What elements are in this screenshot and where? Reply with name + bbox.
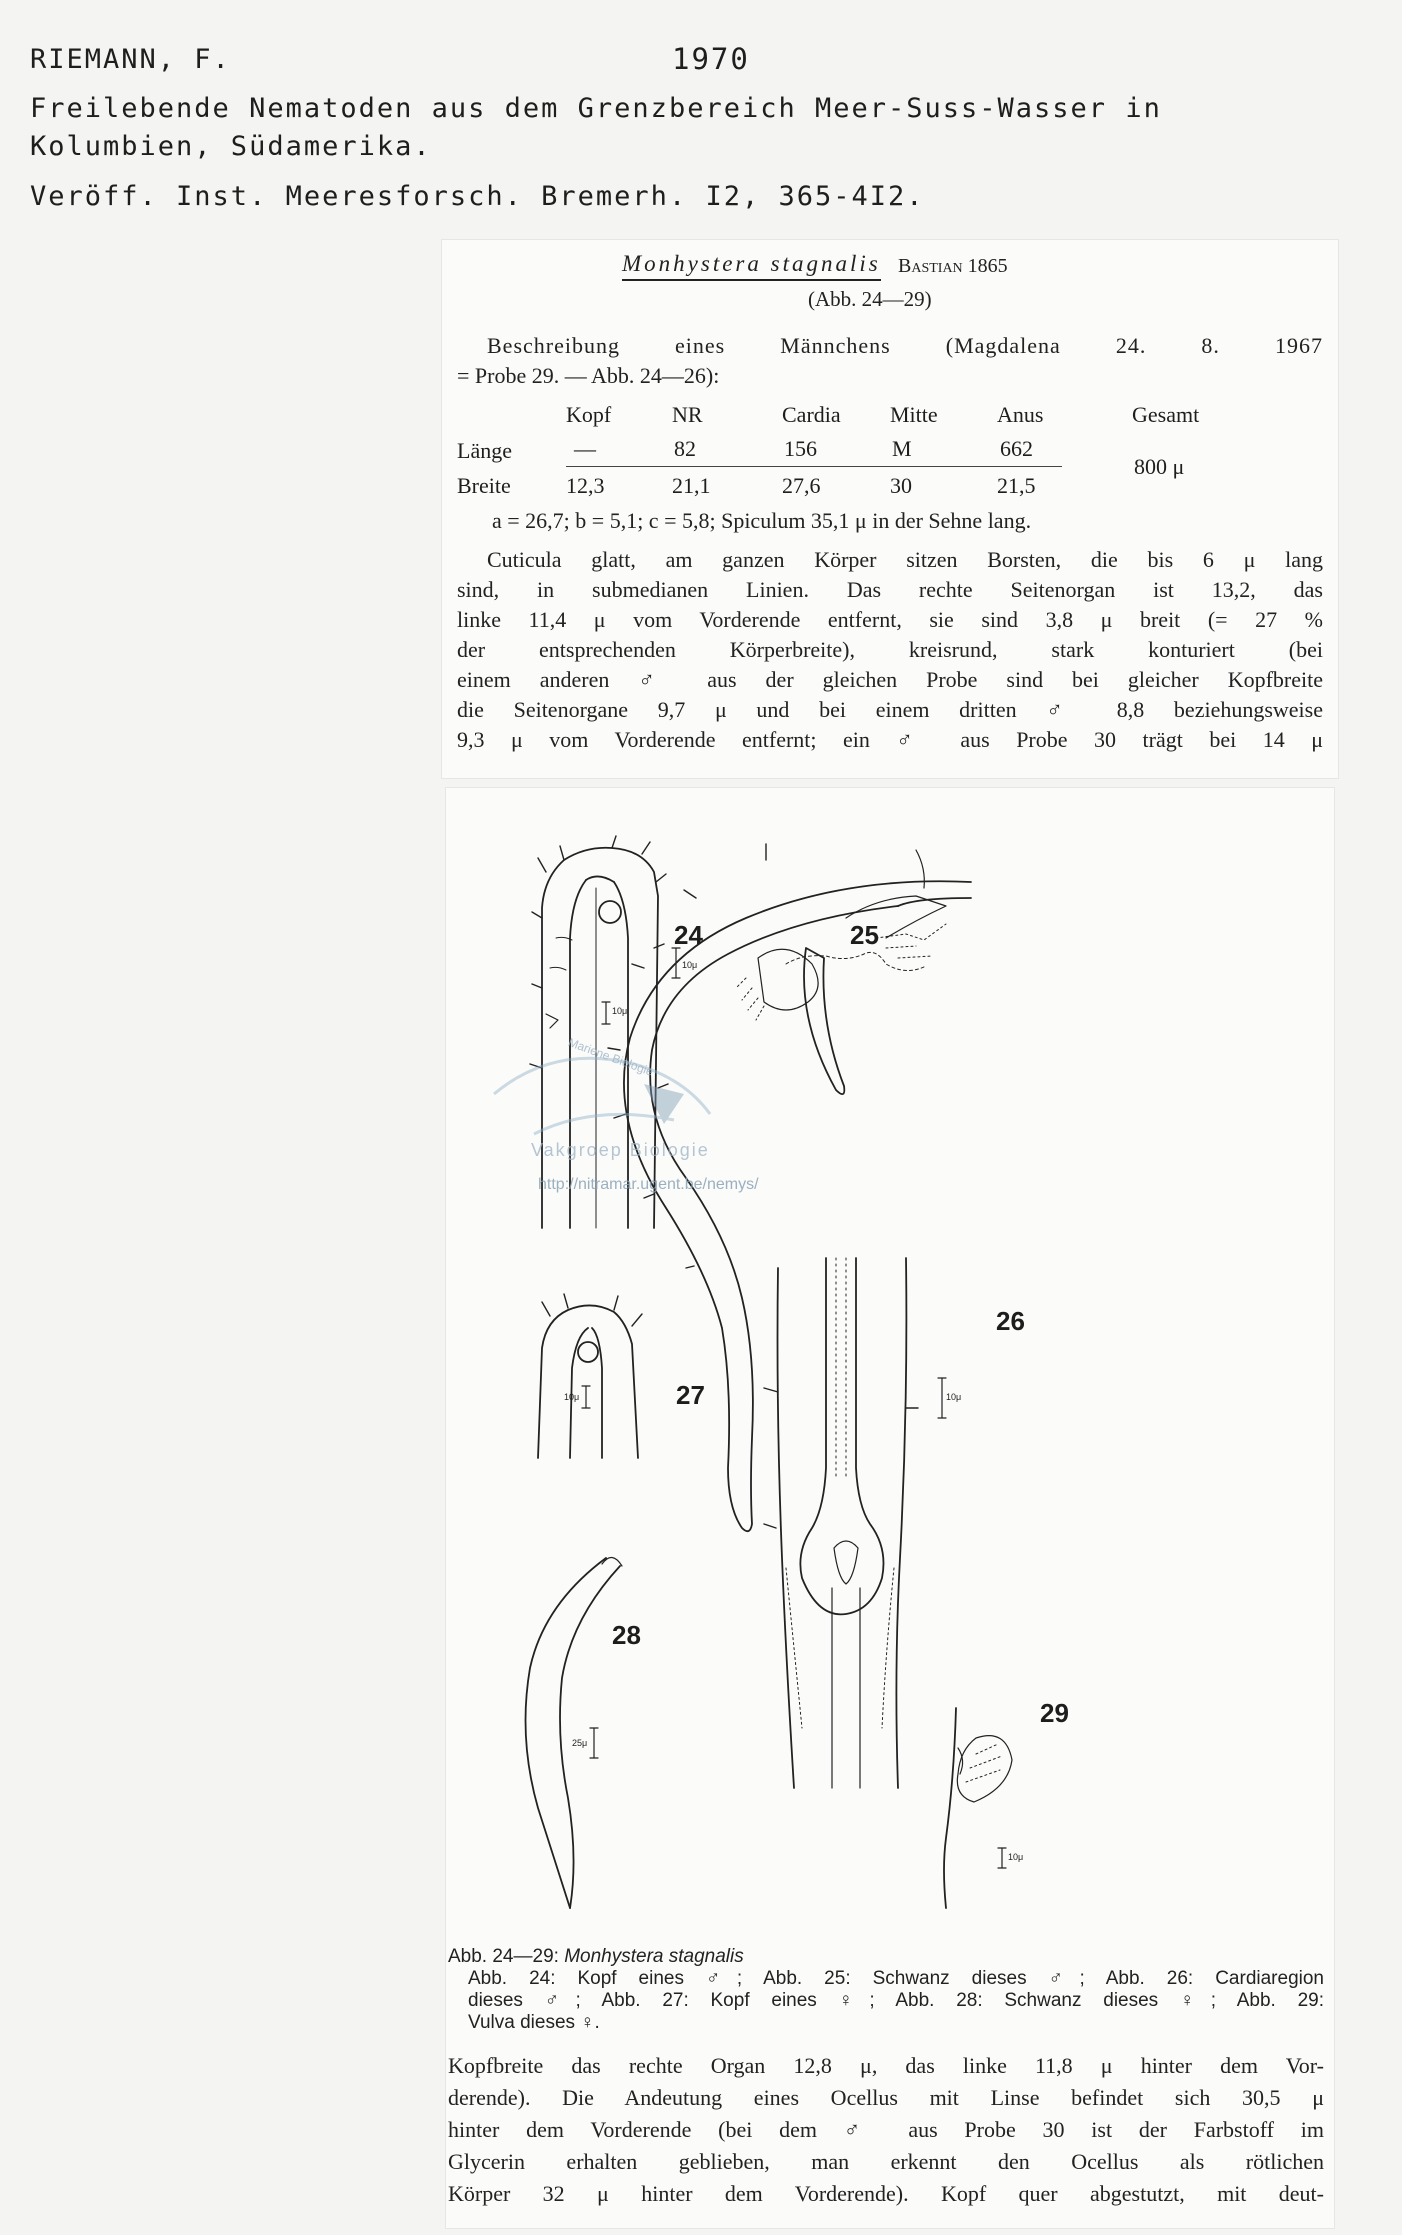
table-row-label: Breite: [457, 473, 511, 498]
figure-plate-clipping: [446, 788, 1334, 2228]
table-header-kopf: Kopf: [566, 402, 612, 427]
figure-number-27: 27: [676, 1380, 705, 1410]
scale-label-fig27: 10μ: [564, 1392, 580, 1402]
card-title-line-2: Kolumbien, Südamerika.: [30, 131, 432, 162]
body-text-line: der entsprechenden Körperbreite), kreisrund, stark konturiert (bei: [457, 637, 1323, 662]
species-author: Bastian 1865: [898, 255, 1008, 277]
fig27-female-head-drawing: [538, 1294, 642, 1458]
figure-number-25: 25: [850, 920, 879, 950]
table-cell: 27,6: [782, 473, 821, 498]
body-text-line: einem anderen ♂ aus der gleichen Probe sind bei gleicher Kopfbreite: [457, 667, 1323, 692]
figure-number-28: 28: [612, 1620, 641, 1650]
table-cell: 12,3: [566, 473, 605, 498]
continuation-line: Kopfbreite das rechte Organ 12,8 μ, das linke 11,8 μ hinter dem Vor-: [448, 2053, 1324, 2078]
watermark-word: Mariene Biologie: [566, 1035, 656, 1079]
caption-title-species: Monhystera stagnalis: [564, 1946, 744, 1967]
description-intro-line-1: Beschreibung eines Männchens (Magdalena 24. 8. 1967: [487, 333, 1323, 358]
body-text-line: sind, in submedianen Linien. Das rechte Seitenorgan ist 13,2, das: [457, 577, 1323, 602]
table-header-mitte: Mitte: [890, 402, 938, 427]
caption-title: [448, 1946, 744, 1967]
card-year: 1970: [672, 42, 750, 76]
continuation-line: Körper 32 μ hinter dem Vorderende). Kopf quer abgestutzt, mit deut-: [448, 2181, 1324, 2206]
body-text-line: Cuticula glatt, am ganzen Körper sitzen Borsten, die bis 6 μ lang: [487, 547, 1323, 572]
caption-line: Abb. 24: Kopf eines ♂; Abb. 25: Schwanz dieses ♂; Abb. 26: Cardiaregion: [468, 1968, 1324, 1989]
continuation-line: Glycerin erhalten geblieben, man erkennt den Ocellus als rötlichen: [448, 2149, 1324, 2174]
card-citation: Veröff. Inst. Meeresforsch. Bremerh. I2, 365-4I2.: [30, 181, 925, 212]
fig28-female-tail-drawing: [526, 1557, 623, 1908]
scale-label-fig29: 10μ: [1008, 1852, 1024, 1862]
figure-number-26: 26: [996, 1306, 1025, 1336]
body-text-line: die Seitenorgane 9,7 μ und bei einem dritten ♂ 8,8 beziehungsweise: [457, 697, 1323, 722]
table-cell: —: [574, 436, 596, 461]
table-cell: 662: [1000, 436, 1033, 461]
figure-plate-drawings: [446, 788, 1334, 1928]
scale-label-fig25: 10μ: [682, 960, 698, 970]
caption-line: dieses ♂; Abb. 27: Kopf eines ♀; Abb. 28: Schwanz dieses ♀; Abb. 29:: [468, 1990, 1324, 2011]
caption-line: Vulva dieses ♀.: [468, 2012, 600, 2033]
table-total: 800 μ: [1134, 454, 1185, 479]
scale-label-fig26: 10μ: [946, 1392, 962, 1402]
table-cell: M: [892, 436, 912, 461]
table-header-anus: Anus: [997, 402, 1044, 427]
figure-number-24: 24: [674, 920, 703, 950]
table-header-nr: NR: [672, 402, 703, 427]
watermark-url: http://nitramar.ugent.be/nemys/: [538, 1176, 759, 1193]
continuation-line: hinter dem Vorderende (bei dem ♂ aus Probe 30 ist der Farbstoff im: [448, 2117, 1324, 2142]
body-text-line: linke 11,4 μ vom Vorderende entfernt, sie sind 3,8 μ breit (= 27 %: [457, 607, 1323, 632]
table-header-gesamt: Gesamt: [1132, 402, 1200, 427]
table-row-label: Länge: [457, 438, 512, 463]
table-cell: 30: [890, 473, 912, 498]
description-clipping: [442, 240, 1338, 778]
table-header-cardia: Cardia: [782, 402, 841, 427]
card-author: RIEMANN, F.: [30, 44, 231, 75]
fig26-cardia-region-drawing: [764, 1258, 946, 1788]
figure-number-29: 29: [1040, 1698, 1069, 1728]
body-ratios: a = 26,7; b = 5,1; c = 5,8; Spiculum 35,1 μ in der Sehne lang.: [492, 508, 1032, 533]
fig29-vulva-drawing: [944, 1708, 1012, 1908]
caption-title-prefix: Abb. 24—29:: [448, 1946, 559, 1967]
table-cell: 21,1: [672, 473, 711, 498]
watermark-text: Vakgroep Biologie: [531, 1140, 710, 1160]
card-title-line-1: Freilebende Nematoden aus dem Grenzbereich Meer-Suss-Wasser in: [30, 93, 1162, 124]
body-text-line: 9,3 μ vom Vorderende entfernt; ein ♂ aus Probe 30 trägt bei 14 μ: [457, 727, 1323, 752]
continuation-line: derende). Die Andeutung eines Ocellus mit Linse befindet sich 30,5 μ: [448, 2085, 1324, 2110]
species-figure-ref: (Abb. 24—29): [808, 287, 932, 311]
table-cell: 21,5: [997, 473, 1036, 498]
table-cell: 82: [674, 436, 696, 461]
table-cell: 156: [784, 436, 817, 461]
table-rule: [566, 466, 1062, 467]
description-intro-line-2: = Probe 29. — Abb. 24—26):: [457, 363, 720, 388]
scale-label-fig24: 10μ: [612, 1006, 628, 1016]
species-name: Monhystera stagnalis: [622, 249, 881, 281]
scale-label-fig28: 25μ: [572, 1738, 588, 1748]
